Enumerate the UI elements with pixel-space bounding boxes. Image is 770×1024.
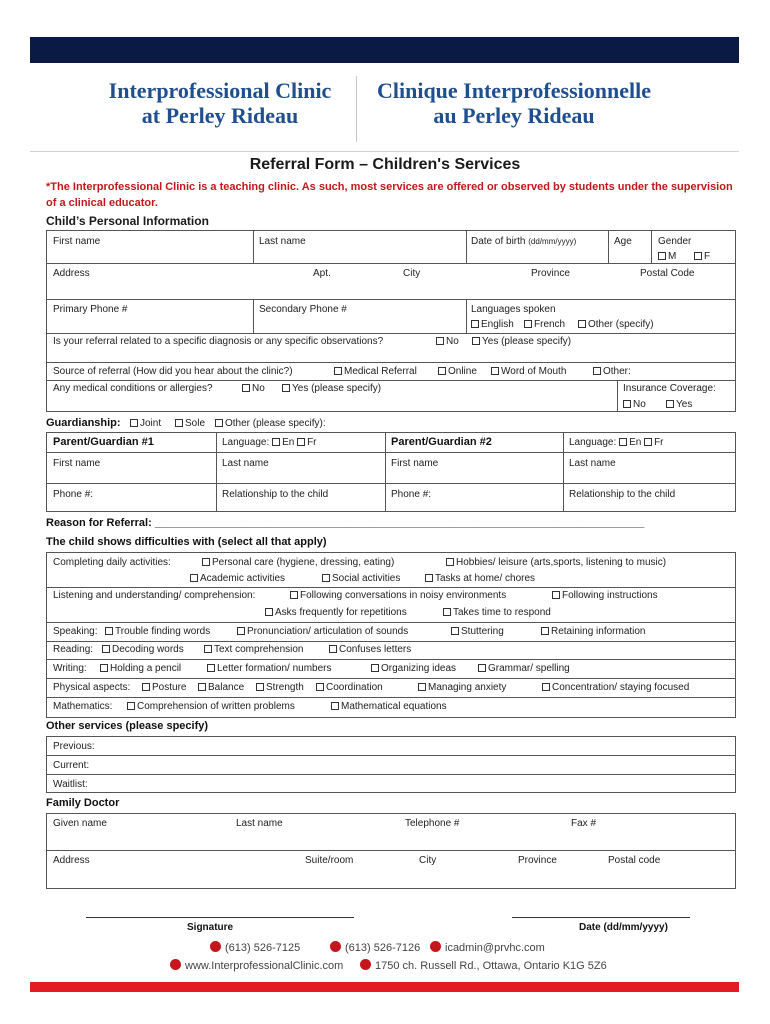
decoding-text: Decoding words	[112, 644, 184, 655]
coordination-option[interactable]	[316, 682, 383, 693]
pencil-text: Holding a pencil	[110, 663, 182, 674]
social-option[interactable]	[322, 573, 400, 584]
checkbox[interactable]	[242, 384, 250, 392]
row-divider	[46, 697, 736, 698]
child-section-heading: Child’s Personal Information	[46, 214, 209, 228]
difficulties-heading: The child shows difficulties with (select all that apply)	[46, 536, 327, 548]
logo-english	[90, 78, 350, 128]
checkbox[interactable]	[541, 627, 549, 635]
guardianship-sole-option[interactable]	[175, 418, 205, 429]
secondary-phone-label: Secondary Phone #	[259, 304, 347, 315]
checkbox[interactable]	[542, 683, 550, 691]
no-text: No	[252, 383, 265, 394]
fax-text: (613) 526-7126	[345, 942, 421, 954]
text-comp-text: Text comprehension	[214, 644, 304, 655]
written-problems-text: Comprehension of written problems	[137, 701, 295, 712]
concentration-text: Concentration/ staying focused	[552, 682, 690, 693]
strength-option[interactable]	[256, 682, 304, 693]
checkbox[interactable]	[472, 337, 480, 345]
checkbox[interactable]	[190, 574, 198, 582]
signature-line[interactable]	[86, 917, 354, 918]
footer-email[interactable]	[430, 941, 545, 954]
guardian1-relationship: Relationship to the child	[222, 489, 329, 500]
checkbox[interactable]	[425, 574, 433, 582]
col-divider	[216, 432, 217, 512]
family-doctor-heading: Family Doctor	[46, 797, 120, 809]
row-divider	[46, 299, 736, 300]
academic-option[interactable]	[190, 573, 285, 584]
checkbox[interactable]	[316, 683, 324, 691]
checkbox[interactable]	[215, 419, 223, 427]
following-conv-option[interactable]	[290, 590, 506, 601]
checkbox[interactable]	[623, 400, 631, 408]
child-age-label: Age	[614, 236, 632, 247]
retaining-option[interactable]	[541, 626, 646, 637]
source-word-option[interactable]	[491, 366, 566, 377]
child-province-label: Province	[531, 268, 570, 279]
logo-divider	[356, 76, 357, 142]
footer-address	[360, 959, 607, 972]
fr-text: Fr	[654, 437, 664, 448]
checkbox[interactable]	[102, 645, 110, 653]
checkbox[interactable]	[471, 320, 479, 328]
gender-m-text: M	[668, 251, 677, 262]
footer-phone	[210, 941, 300, 954]
row-divider	[46, 678, 736, 679]
doctor-fax[interactable]: Fax #	[571, 818, 597, 829]
language-text: Language:	[222, 437, 270, 448]
email-icon	[430, 941, 441, 952]
guardian2-last-name: Last name	[569, 458, 616, 469]
col-divider	[608, 230, 609, 263]
guardian1-heading: Parent/Guardian #1	[53, 436, 154, 448]
primary-phone-label: Primary Phone #	[53, 304, 128, 315]
child-city-label: City	[403, 268, 421, 279]
form-title: Referral Form – Children's Services	[249, 156, 521, 173]
tasks-option[interactable]	[425, 573, 535, 584]
website-text: www.InterprofessionalClinic.com	[185, 960, 344, 972]
guardian1-last-name: Last name	[222, 458, 269, 469]
checkbox[interactable]	[578, 320, 586, 328]
doctor-city[interactable]: City	[419, 855, 437, 866]
medical-conditions-question: Any medical conditions or allergies?	[53, 383, 213, 394]
checkbox[interactable]	[204, 645, 212, 653]
checkbox[interactable]	[334, 367, 342, 375]
reading-label: Reading:	[53, 644, 94, 655]
pronunciation-option[interactable]	[237, 626, 408, 637]
academic-text: Academic activities	[200, 573, 286, 584]
row-divider	[46, 755, 736, 756]
row-divider	[46, 659, 736, 660]
child-gender-label: Gender	[658, 236, 692, 247]
checkbox[interactable]	[322, 574, 330, 582]
col-divider	[563, 432, 564, 512]
col-divider	[466, 230, 467, 263]
organizing-text: Organizing ideas	[381, 663, 457, 674]
row-divider	[46, 362, 736, 363]
joint-text: Joint	[140, 418, 162, 429]
text-comp-option[interactable]	[204, 644, 304, 655]
checkbox[interactable]	[265, 608, 273, 616]
guardian2-heading: Parent/Guardian #2	[391, 436, 492, 448]
header-rule	[30, 151, 739, 152]
checkbox[interactable]	[438, 367, 446, 375]
fr-text: Fr	[307, 437, 317, 448]
social-text: Social activities	[332, 573, 401, 584]
logo-en-line1: Interprofessional Clinic	[108, 78, 332, 103]
written-problems-option[interactable]	[127, 701, 295, 712]
phone-text: (613) 526-7125	[225, 942, 301, 954]
organizing-option[interactable]	[371, 663, 456, 674]
checkbox[interactable]	[100, 664, 108, 672]
pencil-option[interactable]	[100, 663, 181, 674]
col-divider	[617, 380, 618, 412]
checkbox[interactable]	[658, 252, 666, 260]
letter-form-text: Letter formation/ numbers	[217, 663, 332, 674]
guardianship-joint-option[interactable]	[130, 418, 161, 429]
checkbox[interactable]	[142, 683, 150, 691]
yes-text: Yes	[676, 399, 693, 410]
guardian2-phone: Phone #:	[391, 489, 432, 500]
col-divider	[253, 299, 254, 333]
languages-label: Languages spoken	[471, 304, 556, 315]
diagnosis-yes-option[interactable]	[472, 336, 571, 347]
checkbox[interactable]	[593, 367, 601, 375]
daily-activities-label: Completing daily activities:	[53, 557, 171, 568]
checkbox[interactable]	[552, 591, 560, 599]
doctor-province[interactable]: Province	[518, 855, 557, 866]
globe-icon	[170, 959, 181, 970]
child-apt-label: Apt.	[313, 268, 331, 279]
checkbox[interactable]	[446, 558, 454, 566]
dob-text: Date of birth	[471, 236, 526, 247]
hobbies-option[interactable]	[446, 557, 666, 568]
bottom-banner	[30, 982, 739, 992]
doctor-postal[interactable]: Postal code	[608, 855, 661, 866]
checkbox[interactable]	[127, 702, 135, 710]
retaining-text: Retaining information	[551, 626, 646, 637]
location-pin-icon	[360, 959, 371, 970]
reason-text: Reason for Referral:	[46, 517, 152, 529]
child-address-label: Address	[53, 268, 90, 279]
row-divider	[46, 622, 736, 623]
en-text: En	[629, 437, 642, 448]
en-text: En	[282, 437, 295, 448]
referral-diagnosis-question: Is your referral related to a specific diagnosis or any specific observations?	[53, 336, 384, 347]
src-word-text: Word of Mouth	[501, 366, 567, 377]
writing-label: Writing:	[53, 663, 87, 674]
doctor-suite[interactable]: Suite/room	[305, 855, 354, 866]
source-other-option[interactable]	[593, 366, 631, 377]
lang-english-option[interactable]	[471, 319, 514, 330]
checkbox[interactable]	[451, 627, 459, 635]
src-medical-text: Medical Referral	[344, 366, 417, 377]
grammar-text: Grammar/ spelling	[488, 663, 570, 674]
col-divider	[466, 299, 467, 333]
row-divider	[46, 263, 736, 264]
reason-label	[46, 517, 644, 529]
fax-icon	[330, 941, 341, 952]
guardian1-first-name: First name	[53, 458, 101, 469]
signature-label: Signature	[187, 922, 234, 933]
row-divider	[46, 452, 736, 453]
checkbox[interactable]	[297, 438, 305, 446]
coordination-text: Coordination	[326, 682, 383, 693]
waitlist-services-field[interactable]: Waitlist:	[53, 779, 88, 790]
checkbox[interactable]	[436, 337, 444, 345]
child-dob-label	[471, 236, 576, 247]
medical-no-option[interactable]	[242, 383, 265, 394]
guardian2-relationship: Relationship to the child	[569, 489, 676, 500]
sole-text: Sole	[185, 418, 206, 429]
checkbox[interactable]	[207, 664, 215, 672]
insurance-yes-option[interactable]	[666, 399, 692, 410]
checkbox[interactable]	[198, 683, 206, 691]
row-divider	[46, 333, 736, 334]
src-online-text: Online	[448, 366, 477, 377]
insurance-no-option[interactable]	[623, 399, 646, 410]
checkbox[interactable]	[694, 252, 702, 260]
row-divider	[46, 380, 736, 381]
logo-fr-line1: Clinique Interprofessionnelle	[376, 78, 651, 103]
col-divider	[253, 230, 254, 263]
row-divider	[46, 483, 736, 484]
checkbox[interactable]	[371, 664, 379, 672]
anxiety-option[interactable]	[418, 682, 506, 693]
checkbox[interactable]	[202, 558, 210, 566]
trouble-words-option[interactable]	[105, 626, 210, 637]
checkbox[interactable]	[290, 591, 298, 599]
guardianship-other-option[interactable]	[215, 418, 326, 429]
guardian2-first-name: First name	[391, 458, 439, 469]
guardian1-language	[222, 437, 317, 448]
concentration-option[interactable]	[542, 682, 689, 693]
doctor-address[interactable]: Address	[53, 855, 90, 866]
personal-care-option[interactable]	[202, 557, 394, 568]
anxiety-text: Managing anxiety	[428, 682, 507, 693]
speaking-label: Speaking:	[53, 626, 98, 637]
source-online-option[interactable]	[438, 366, 477, 377]
guardian2-language	[569, 437, 664, 448]
dob-format: (dd/mm/yyyy)	[528, 237, 577, 246]
checkbox[interactable]	[491, 367, 499, 375]
other-text: Other (please specify):	[225, 418, 326, 429]
posture-option[interactable]	[142, 682, 186, 693]
lang-other-option[interactable]	[578, 319, 654, 330]
confuses-text: Confuses letters	[339, 644, 412, 655]
current-services-field[interactable]: Current:	[53, 760, 90, 771]
checkbox[interactable]	[175, 419, 183, 427]
trouble-words-text: Trouble finding words	[115, 626, 211, 637]
checkbox[interactable]	[644, 438, 652, 446]
lang-other-text: Other (specify)	[588, 319, 654, 330]
checkbox[interactable]	[329, 645, 337, 653]
takes-time-text: Takes time to respond	[453, 607, 551, 618]
col-divider	[385, 432, 386, 512]
logo-fr-line2: au Perley Rideau	[433, 103, 595, 128]
no-text: No	[633, 399, 646, 410]
footer-website[interactable]	[170, 959, 343, 972]
checkbox[interactable]	[331, 702, 339, 710]
source-question: Source of referral (How did you hear about the clinic?)	[53, 366, 293, 377]
col-divider	[651, 230, 652, 263]
phone-icon	[210, 941, 221, 952]
footer-fax	[330, 941, 420, 954]
lang-en-text: English	[481, 319, 514, 330]
date-line[interactable]	[512, 917, 690, 918]
row-divider	[46, 641, 736, 642]
checkbox[interactable]	[418, 683, 426, 691]
logo-en-line2: at Perley Rideau	[141, 103, 299, 128]
yes-specify-text: Yes (please specify)	[292, 383, 382, 394]
confuses-option[interactable]	[329, 644, 411, 655]
gender-m-option[interactable]	[658, 251, 676, 262]
checkbox[interactable]	[237, 627, 245, 635]
teaching-notice: *The Interprofessional Clinic is a teaching clinic. As such, most services are offered or observed by students under the supervision of a clinical educator.	[46, 181, 733, 209]
clinic-logo	[0, 76, 770, 146]
doctor-telephone[interactable]: Telephone #	[405, 818, 460, 829]
letter-form-option[interactable]	[207, 663, 332, 674]
checkbox[interactable]	[272, 438, 280, 446]
diagnosis-no-option[interactable]	[436, 336, 459, 347]
math-eq-option[interactable]	[331, 701, 447, 712]
top-banner	[30, 37, 739, 63]
guardian1-phone: Phone #:	[53, 489, 94, 500]
checkbox[interactable]	[256, 683, 264, 691]
no-text: No	[446, 336, 459, 347]
src-other-text: Other:	[603, 366, 631, 377]
following-conv-text: Following conversations in noisy environments	[300, 590, 507, 601]
lang-french-option[interactable]	[524, 319, 565, 330]
balance-text: Balance	[208, 682, 245, 693]
balance-option[interactable]	[198, 682, 244, 693]
reason-blank[interactable]: ________________________________________________________________________________	[154, 517, 645, 529]
physical-label: Physical aspects:	[53, 682, 131, 693]
child-postal-label: Postal Code	[640, 268, 695, 279]
other-services-box	[46, 736, 736, 793]
family-doctor-box	[46, 813, 736, 889]
takes-time-option[interactable]	[443, 607, 551, 618]
following-instr-option[interactable]	[552, 590, 658, 601]
source-medical-option[interactable]	[334, 366, 417, 377]
row-divider	[46, 587, 736, 588]
gender-f-option[interactable]	[694, 251, 710, 262]
math-eq-text: Mathematical equations	[341, 701, 447, 712]
yes-specify-text: Yes (please specify)	[482, 336, 572, 347]
previous-services-field[interactable]: Previous:	[53, 741, 95, 752]
insurance-label: Insurance Coverage:	[623, 383, 716, 394]
email-text: icadmin@prvhc.com	[445, 942, 545, 954]
child-last-name-label: Last name	[259, 236, 306, 247]
checkbox[interactable]	[524, 320, 532, 328]
stuttering-option[interactable]	[451, 626, 504, 637]
listening-label: Listening and understanding/ comprehension:	[53, 590, 256, 601]
strength-text: Strength	[266, 682, 304, 693]
asks-repetition-option[interactable]	[265, 607, 407, 618]
checkbox[interactable]	[105, 627, 113, 635]
child-first-name-label: First name	[53, 236, 101, 247]
grammar-option[interactable]	[478, 663, 570, 674]
logo-french	[364, 78, 664, 128]
stuttering-text: Stuttering	[461, 626, 504, 637]
address-text: 1750 ch. Russell Rd., Ottawa, Ontario K1G 5Z6	[375, 960, 607, 972]
row-divider	[46, 774, 736, 775]
checkbox[interactable]	[282, 384, 290, 392]
checkbox[interactable]	[130, 419, 138, 427]
gender-f-text: F	[704, 251, 711, 262]
checkbox[interactable]	[443, 608, 451, 616]
hobbies-text: Hobbies/ leisure (arts,sports, listening to music)	[456, 557, 667, 568]
decoding-option[interactable]	[102, 644, 184, 655]
following-instr-text: Following instructions	[562, 590, 658, 601]
tasks-text: Tasks at home/ chores	[435, 573, 536, 584]
checkbox[interactable]	[666, 400, 674, 408]
pronunciation-text: Pronunciation/ articulation of sounds	[247, 626, 409, 637]
math-label: Mathematics:	[53, 701, 113, 712]
doctor-last-name[interactable]: Last name	[236, 818, 283, 829]
posture-text: Posture	[152, 682, 187, 693]
lang-fr-text: French	[534, 319, 566, 330]
personal-care-text: Personal care (hygiene, dressing, eating)	[212, 557, 395, 568]
checkbox[interactable]	[478, 664, 486, 672]
row-divider	[46, 850, 736, 851]
checkbox[interactable]	[619, 438, 627, 446]
other-services-heading: Other services (please specify)	[46, 720, 209, 732]
medical-yes-option[interactable]	[282, 383, 381, 394]
date-label: Date (dd/mm/yyyy)	[579, 922, 668, 933]
language-text: Language:	[569, 437, 617, 448]
doctor-given-name[interactable]: Given name	[53, 818, 107, 829]
guardianship-label: Guardianship:	[46, 417, 121, 429]
asks-text: Asks frequently for repetitions	[275, 607, 407, 618]
